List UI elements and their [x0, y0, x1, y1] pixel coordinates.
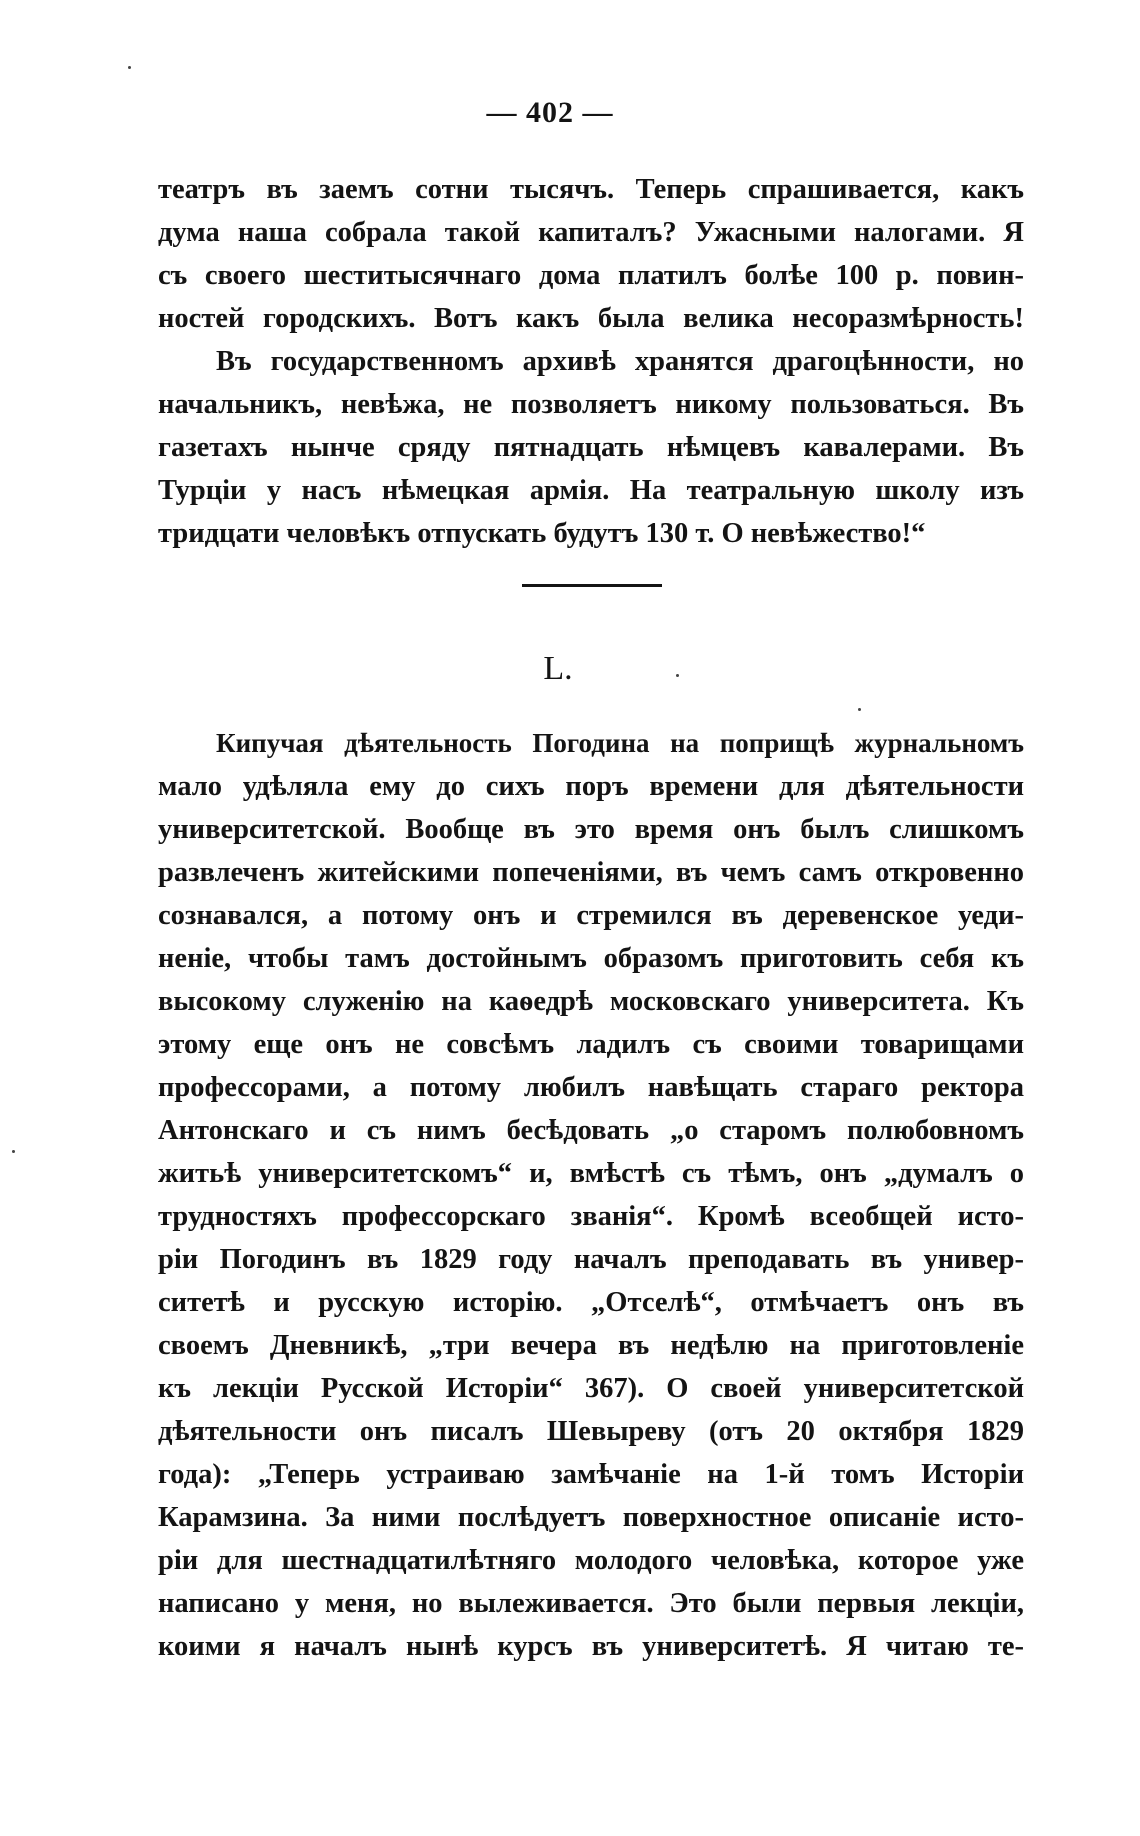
text-line: дума наша собрала такой капиталъ? Ужасными налогами. Я	[158, 217, 1024, 248]
section-divider	[522, 584, 662, 587]
text-line: дѣятельности онъ писалъ Шевыреву (отъ 20 октября 1829	[158, 1416, 1024, 1447]
page-number: — 402 —	[486, 96, 614, 129]
text-line: высокому служенію на каѳедрѣ московскаго университета. Къ	[158, 986, 1024, 1017]
text-line: ностей городскихъ. Вотъ какъ была велика несоразмѣрность!	[158, 303, 1024, 334]
text-line: Антонскаго и съ нимъ бесѣдовать „о старомъ полюбовномъ	[158, 1115, 1024, 1146]
text-line: года): „Теперь устраиваю замѣчаніе на 1-й томъ Исторіи	[158, 1459, 1024, 1490]
text-line: начальникъ, невѣжа, не позволяетъ никому пользоваться. Въ	[158, 389, 1024, 420]
text-line: ситетѣ и русскую исторію. „Отселѣ“, отмѣчаетъ онъ въ	[158, 1287, 1024, 1318]
text-line: газетахъ нынче сряду пятнадцать нѣмцевъ кавалерами. Въ	[158, 432, 1024, 463]
text-line: развлеченъ житейскими попеченіями, въ чемъ самъ откровенно	[158, 857, 1024, 888]
print-speck	[858, 708, 861, 711]
text-line: Въ государственномъ архивѣ хранятся драгоцѣнности, но	[216, 346, 1024, 377]
text-line: ріи для шестнадцатилѣтняго молодого человѣка, которое уже	[158, 1545, 1024, 1576]
text-line: житьѣ университетскомъ“ и, вмѣстѣ съ тѣмъ, онъ „думалъ о	[158, 1158, 1024, 1189]
text-line: неніе, чтобы тамъ достойнымъ образомъ приготовить себя къ	[158, 943, 1024, 974]
print-speck	[12, 1150, 15, 1153]
text-line: къ лекціи Русской Исторіи“ 367). О своей университетской	[158, 1373, 1024, 1404]
print-speck	[676, 674, 679, 677]
text-line: этому еще онъ не совсѣмъ ладилъ съ своими товарищами	[158, 1029, 1024, 1060]
text-line: тридцати человѣкъ отпускать будутъ 130 т. О невѣжество!“	[158, 518, 926, 549]
text-line: трудностяхъ профессорскаго званія“. Кромѣ всеобщей исто-	[158, 1201, 1024, 1232]
main-paragraph	[158, 722, 1024, 1668]
text-line: театръ въ заемъ сотни тысячъ. Теперь спрашивается, какъ	[158, 174, 1024, 205]
text-line: ріи Погодинъ въ 1829 году началъ преподавать въ универ-	[158, 1244, 1024, 1275]
top-paragraph	[158, 168, 1024, 555]
text-line: профессорами, а потому любилъ навѣщать стараго ректора	[158, 1072, 1024, 1103]
text-line: Карамзина. За ними послѣдуетъ поверхностное описаніе исто-	[158, 1502, 1024, 1533]
print-speck	[128, 66, 131, 69]
chapter-heading: L.	[543, 650, 573, 687]
text-line: съ своего шеститысячнаго дома платилъ болѣе 100 р. повин-	[158, 260, 1024, 291]
text-line: Кипучая дѣятельность Погодина на поприщѣ журнальномъ	[216, 728, 1024, 758]
text-line: коими я началъ нынѣ курсъ въ университетѣ. Я читаю те-	[158, 1631, 1024, 1662]
text-line: мало удѣляла ему до сихъ поръ времени для дѣятельности	[158, 771, 1024, 802]
text-line: университетской. Вообще въ это время онъ былъ слишкомъ	[158, 814, 1024, 845]
text-line: написано у меня, но вылеживается. Это были первыя лекціи,	[158, 1588, 1024, 1619]
text-line: своемъ Дневникѣ, „три вечера въ недѣлю на приготовленіе	[158, 1330, 1024, 1361]
text-line: Турціи у насъ нѣмецкая армія. На театральную школу изъ	[158, 475, 1024, 506]
text-line: сознавался, а потому онъ и стремился въ деревенское уеди-	[158, 900, 1024, 931]
